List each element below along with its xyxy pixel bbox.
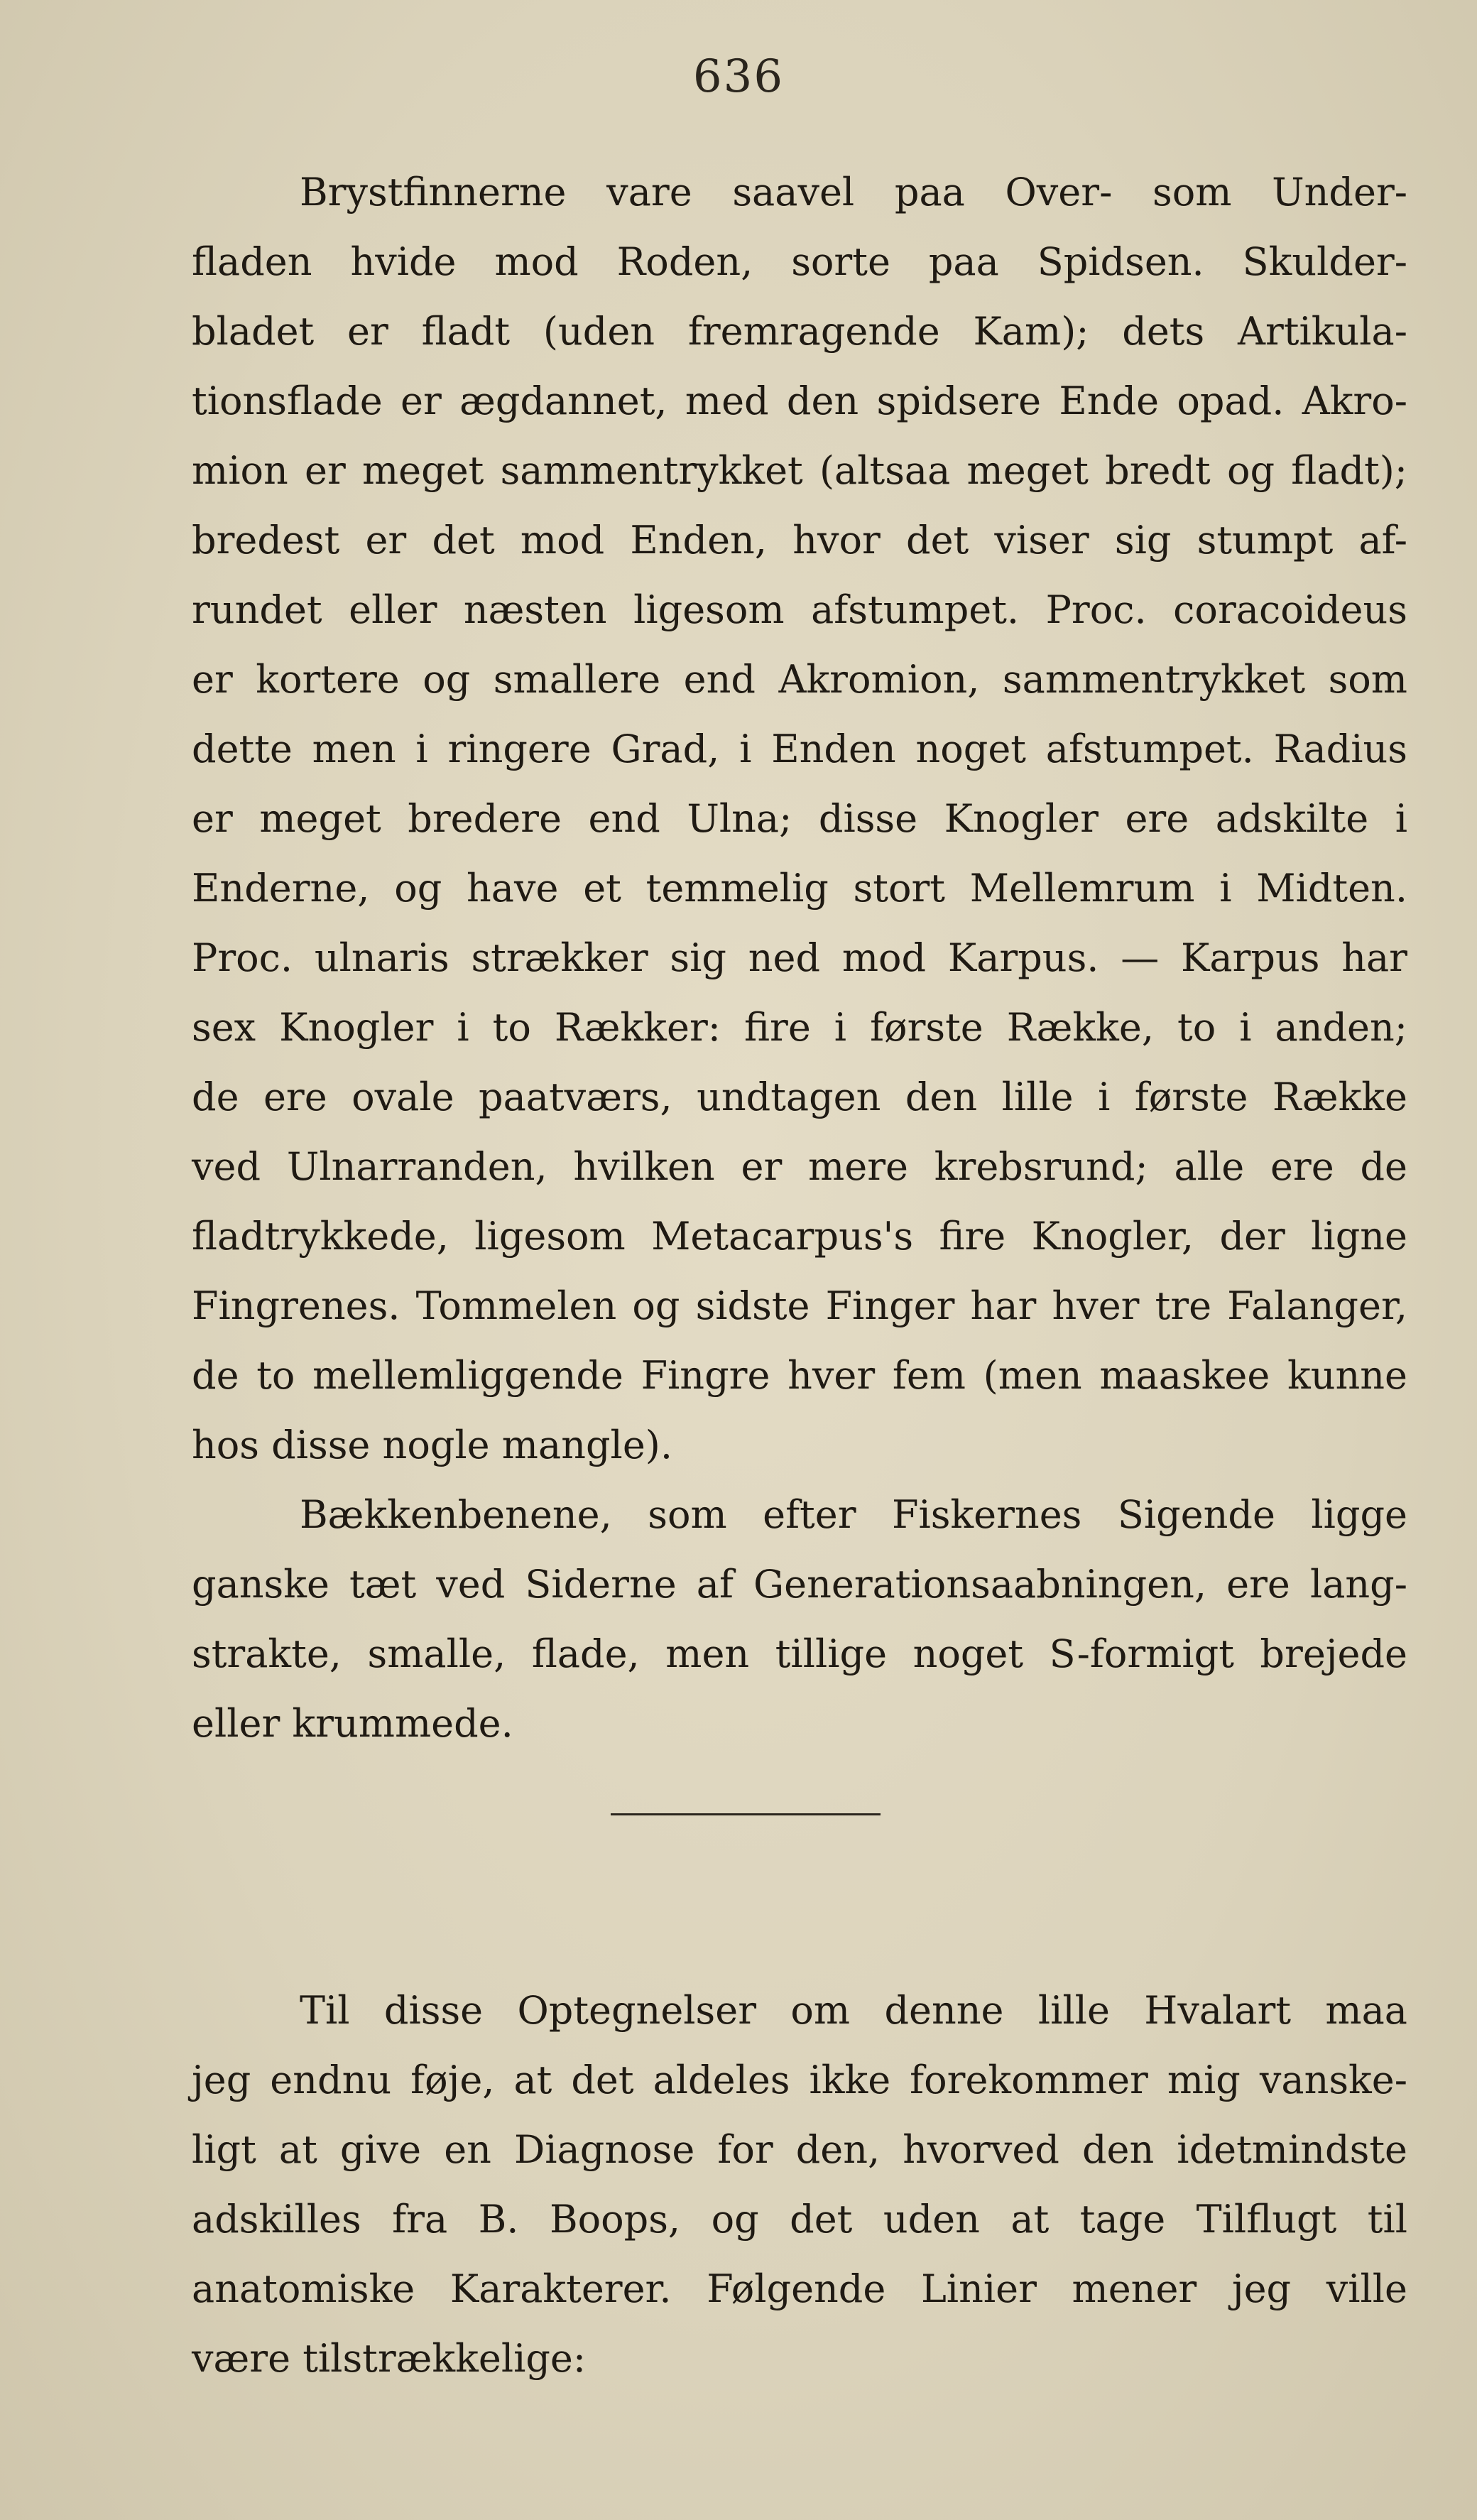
text-line: er meget bredere end Ulna; disse Knogler ere adskilte i	[192, 796, 1407, 841]
text-line: tionsflade er ægdannet, med den spidsere Ende opad. Akro-	[192, 379, 1407, 423]
text-line: Brystfinnerne vare saavel paa Over- som Under-	[300, 170, 1407, 214]
text-line: bredest er det mod Enden, hvor det viser sig stumpt af-	[192, 518, 1407, 563]
text-line: dette men i ringere Grad, i Enden noget afstumpet. Radius	[192, 727, 1407, 771]
text-line: Proc. ulnaris strækker sig ned mod Karpus. — Karpus har	[192, 935, 1407, 980]
text-line: sex Knogler i to Rækker: fire i første Række, to i anden;	[192, 1005, 1407, 1050]
text-line: de to mellemliggende Fingre hver fem (men maaskee kunne	[192, 1353, 1407, 1398]
text-line: Enderne, og have et temmelig stort Mellemrum i Midten.	[192, 866, 1407, 911]
text-line: bladet er fladt (uden fremragende Kam); dets Artikula-	[192, 309, 1407, 354]
text-line: ved Ulnarranden, hvilken er mere krebsrund; alle ere de	[192, 1144, 1407, 1189]
text-line: fladtrykkede, ligesom Metacarpus's fire Knogler, der ligne	[192, 1214, 1407, 1259]
text-line: rundet eller næsten ligesom afstumpet. Proc. coracoideus	[192, 587, 1407, 632]
text-line: jeg endnu føje, at det aldeles ikke forekommer mig vanske-	[192, 2058, 1407, 2102]
section-divider	[611, 1813, 881, 1815]
text-line: være tilstrækkelige:	[192, 2336, 587, 2381]
text-line: de ere ovale paatværs, undtagen den lille i første Række	[192, 1075, 1407, 1119]
text-line: mion er meget sammentrykket (altsaa meget bredt og fladt);	[192, 448, 1407, 493]
text-line: hos disse nogle mangle).	[192, 1423, 673, 1467]
text-line: er kortere og smallere end Akromion, sammentrykket som	[192, 657, 1407, 702]
text-line: ligt at give en Diagnose for den, hvorved den idetmindste	[192, 2127, 1407, 2172]
text-line: Til disse Optegnelser om denne lille Hvalart maa	[300, 1988, 1407, 2033]
paragraph-diagnosis-intro	[192, 1976, 1407, 2394]
text-line: strakte, smalle, flade, men tillige noget S-formigt brejede	[192, 1631, 1407, 1676]
text-line: Fingrenes. Tommelen og sidste Finger har hver tre Falanger,	[192, 1283, 1407, 1328]
text-line: adskilles fra B. Boops, og det uden at tage Tilflugt til	[192, 2197, 1407, 2242]
text-line: anatomiske Karakterer. Følgende Linier mener jeg ville	[192, 2266, 1407, 2311]
paragraph-anatomy-description	[192, 158, 1407, 1759]
text-line: eller krummede.	[192, 1701, 513, 1746]
text-line: fladen hvide mod Roden, sorte paa Spidsen. Skulder-	[192, 239, 1407, 284]
page-number: 636	[692, 50, 785, 103]
text-line: ganske tæt ved Siderne af Generationsaabningen, ere lang-	[192, 1562, 1407, 1607]
text-line: Bækkenbenene, som efter Fiskernes Sigende ligge	[300, 1492, 1407, 1537]
